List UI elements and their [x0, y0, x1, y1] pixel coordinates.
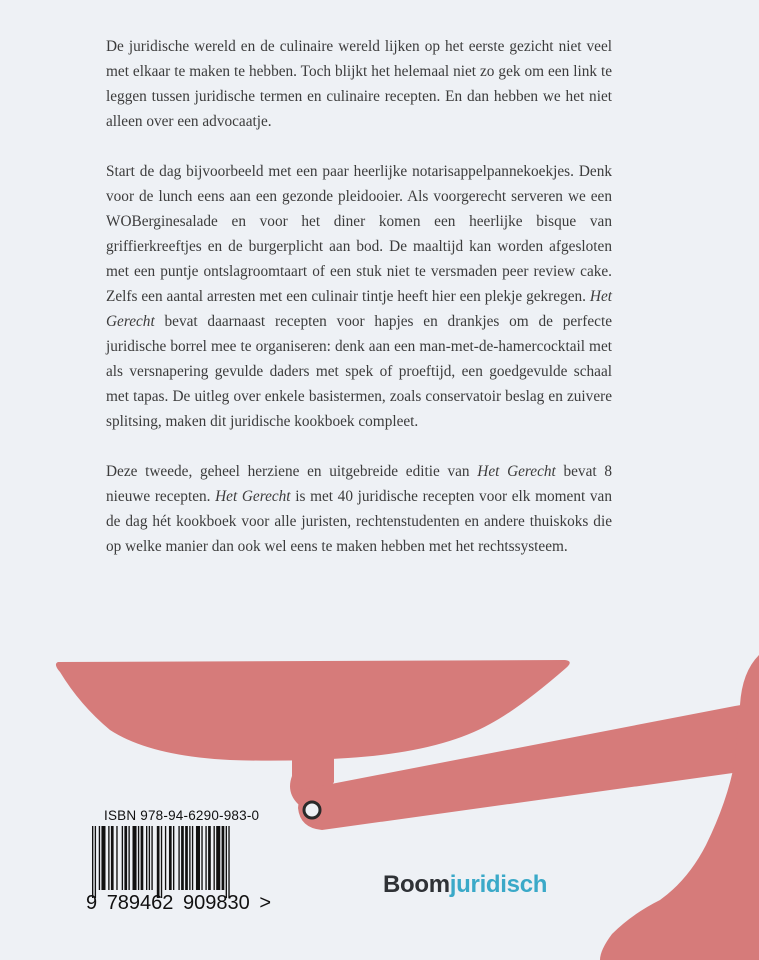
book-title-italic: Het Gerecht: [477, 463, 556, 480]
book-title-italic: Het Gerecht: [106, 288, 612, 330]
barcode-bar: [192, 826, 193, 890]
barcode-bar: [181, 826, 184, 890]
publisher-logo: [383, 871, 547, 899]
text-run: De juridische wereld en de culinaire wereld lijken op het eerste gezicht niet veel met elkaar te maken te hebben. Toch blijkt het helemaal niet zo gek om een link te leggen tussen juridische termen en culinaire recepten. En dan hebben we het niet alleen over een advocaatje.: [106, 38, 612, 130]
barcode-bar: [116, 826, 117, 890]
text-run: Deze tweede, geheel herziene en uitgebreide editie van: [106, 463, 478, 480]
barcode-bar: [95, 826, 96, 898]
barcode-bar: [216, 826, 220, 890]
text-run: bevat 8 nieuwe recepten.: [106, 463, 612, 505]
text-run: is met 40 juridische recepten voor elk moment van de dag hét kookboek voor alle juristen, rechtenstudenten en andere thuiskoks die op welke manier dan ook wel eens te maken hebben met het rechtssysteem.: [106, 488, 612, 555]
barcode-bar: [99, 826, 100, 890]
barcode-digit-group-1: 789462: [106, 892, 174, 914]
isbn-label: ISBN 978-94-6290-983-0: [104, 808, 260, 823]
barcode-bar: [161, 826, 162, 898]
barcode-bar: [173, 826, 174, 890]
barcode-bar: [149, 826, 150, 890]
logo-juridisch: juridisch: [449, 871, 548, 898]
barcode-digit-end: >: [259, 892, 271, 914]
book-title-italic: Het Gerecht: [215, 488, 291, 505]
barcode-bar: [226, 826, 227, 898]
logo-boom: Boom: [383, 871, 450, 898]
text-run: bevat daarnaast recepten voor hapjes en drankjes om de perfecte juridische borrel mee te organiseren: denk aan een man-met-de-hamercocktail met als versnapering gevulde daders met spek of proeftijd, een goedgevulde schaal met tapas. De uitleg over enkele basistermen, zoals conservatoir beslag en zuivere splitsing, maken dit juridische kookboek compleet.: [106, 313, 612, 430]
barcode-bar: [108, 826, 109, 890]
barcode-bar: [138, 826, 139, 890]
barcode-bar: [222, 826, 225, 890]
barcode-bar: [111, 826, 114, 890]
barcode: [92, 826, 262, 898]
barcode-bar: [178, 826, 179, 890]
barcode-bar: [214, 826, 215, 890]
barcode-bar: [189, 826, 190, 890]
barcode-bar: [185, 826, 188, 890]
barcode-bar: [201, 826, 202, 890]
barcode-bar: [141, 826, 144, 890]
barcode-bar: [146, 826, 147, 890]
barcode-bar: [196, 826, 200, 890]
text-run: Start de dag bijvoorbeeld met een paar heerlijke notarisappelpannekoekjes. Denk voor de lunch eens aan een gezonde pleidooier. Als voorgerecht serveren we een WOBerginesalade en voor het diner komen een heerlijke bisque van griffierkreeftjes en de burgerplicht aan bod. De maaltijd kan worden afgesloten met een puntje ontslagroomtaart of een stuk niet te versmaden peer review cake. Zelfs een aantal arresten met een culinair tintje heeft hier een plekje gekregen.: [106, 163, 612, 305]
barcode-bar: [122, 826, 123, 890]
barcode-bar: [133, 826, 137, 890]
barcode-bar: [151, 826, 152, 890]
barcode-bar: [208, 826, 211, 890]
barcode-bar: [228, 826, 229, 898]
barcode-bar: [128, 826, 129, 890]
barcode-bar: [169, 826, 172, 890]
barcode-digit-group-2: 909830: [183, 892, 250, 914]
barcode-bar: [205, 826, 206, 890]
barcode-bar: [157, 826, 160, 898]
barcode-digit-lead: 9: [86, 892, 98, 914]
barcode-bar: [124, 826, 127, 890]
barcode-bar: [92, 826, 93, 898]
barcode-digits: [86, 892, 271, 915]
barcode-bar: [165, 826, 166, 890]
barcode-bar: [101, 826, 105, 890]
